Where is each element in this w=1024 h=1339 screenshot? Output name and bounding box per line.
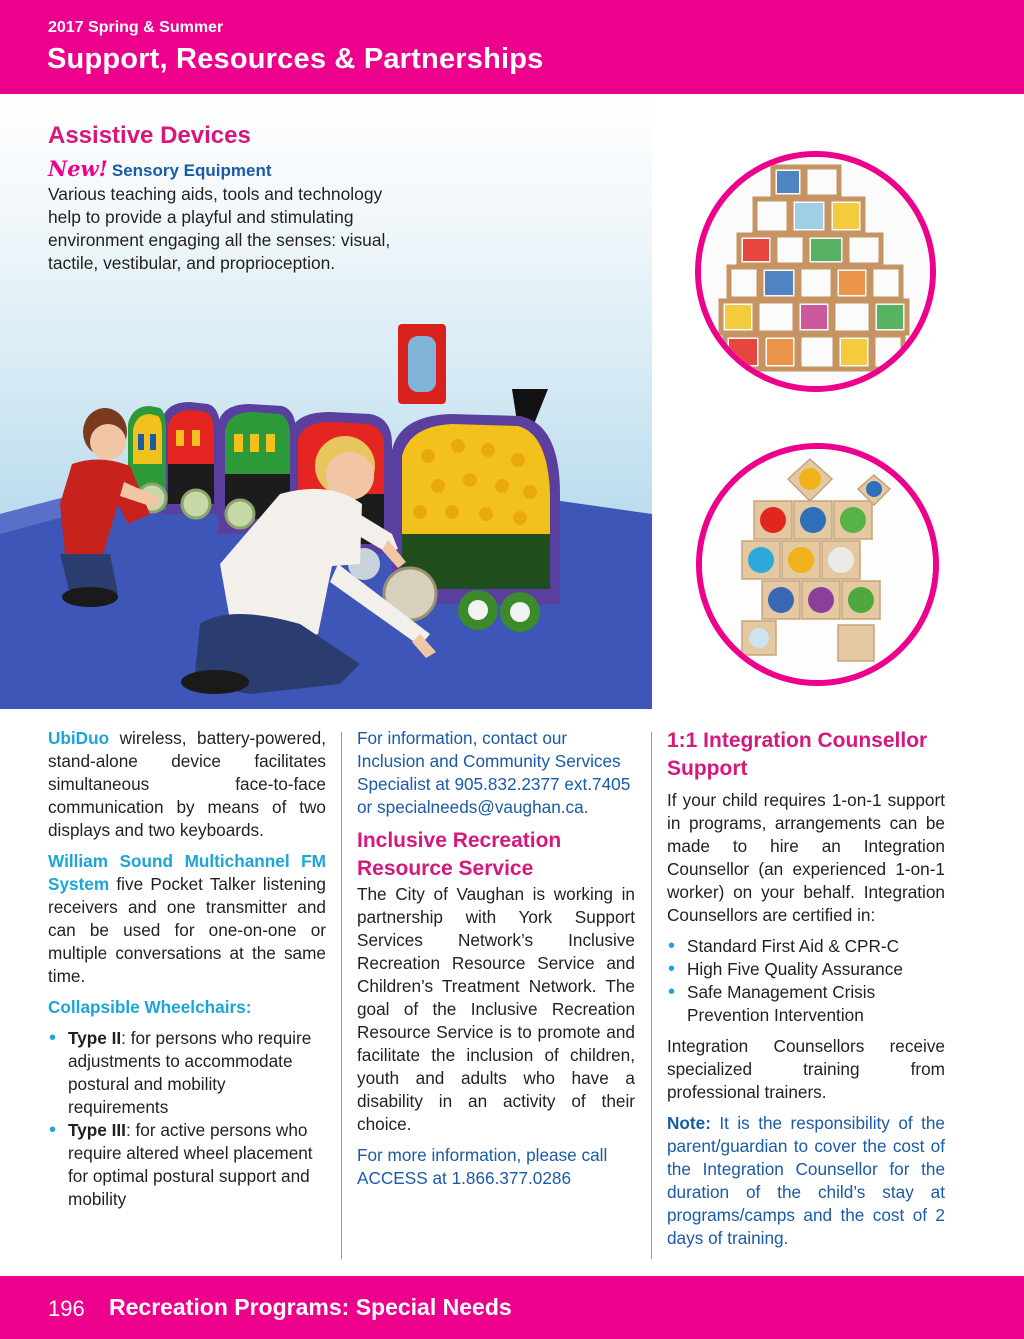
certification-list (667, 935, 945, 1027)
column-devices (48, 727, 326, 1219)
sensory-description: Various teaching aids, tools and technology help to provide a playful and stimulating environment engaging all the senses: visual, tactile, vestibular, and proprioception. (48, 184, 391, 273)
inclusive-recreation-body: The City of Vaughan is working in partnership with York Support Services Network’s Inclusive Recreation Resource Service and Children’s Treatment Network. The goal of the Inclusive Recreation Resource Service is to promote and facilitate the inclusion of children, youth and adults who have a disability in an activity of their choice. (357, 884, 635, 1134)
wheelchair-list (48, 1027, 326, 1211)
training-paragraph: Integration Counsellors receive specialized training from professional trainers. (667, 1036, 945, 1102)
season-label: 2017 Spring & Summer (48, 19, 224, 36)
section-title: Recreation Programs: Special Needs (109, 1294, 512, 1320)
cost-note (667, 1112, 945, 1250)
column-divider (341, 732, 342, 1259)
page-header (0, 0, 1024, 94)
column-divider (651, 732, 652, 1259)
new-badge: New! (48, 156, 108, 181)
ubiduo-name: UbiDuo (48, 728, 110, 748)
list-item (48, 1119, 326, 1211)
wheelchair-type-description: : for persons who require adjustments to accommodate postural and mobility requirements (68, 1028, 312, 1117)
page-footer (0, 1276, 1024, 1339)
access-info: For more information, please call ACCESS at 1.866.377.0286 (357, 1145, 608, 1188)
fm-system-name: William Sound Multichannel FM System (48, 851, 326, 894)
integration-counsellor-heading: 1:1 Integration Counsellor Support (667, 729, 928, 780)
wheelchairs-heading: Collapsible Wheelchairs: (48, 997, 252, 1017)
wheelchair-type-term: Type III (68, 1120, 126, 1140)
integration-intro: If your child requires 1-on-1 support in programs, arrangements can be made to hire an Integration Counsellor (an experienced 1-on-1 worker) on your behalf. Integration Counsellors are certified in: (667, 790, 945, 925)
ubiduo-paragraph (48, 727, 326, 842)
sensory-blocks-tower-photo (695, 151, 936, 392)
note-label: Note: (667, 1113, 711, 1133)
wheelchair-type-description: : for active persons who require altered wheel placement for optimal postural support and mobility (68, 1120, 313, 1209)
ubiduo-description: wireless, battery-powered, stand-alone device facilitates simultaneous face-to-face communication by means of two displays and two keyboards. (48, 728, 326, 840)
wheelchair-type-term: Type II (68, 1028, 122, 1048)
list-item: • Standard First Aid & CPR-C (667, 935, 945, 958)
column-integration (667, 727, 945, 1258)
page-title: Support, Resources & Partnerships (47, 43, 544, 75)
column-inclusive (357, 727, 635, 1198)
inclusive-recreation-heading: Inclusive Recreation Resource Service (357, 829, 562, 880)
page-number: 196 (48, 1296, 85, 1321)
list-item (48, 1027, 326, 1119)
note-text: It is the responsibility of the parent/guardian to cover the cost of the Integration Counsellor for the duration of the child’s stay at programs/camps and the cost of 2 days of training. (667, 1113, 945, 1248)
list-item: • High Five Quality Assurance (667, 958, 945, 981)
fm-system-paragraph (48, 850, 326, 988)
assistive-devices-heading: Assistive Devices (48, 122, 251, 149)
list-item: • Safe Management Crisis Prevention Intervention (667, 981, 945, 1027)
sensory-equipment-subheading: Sensory Equipment (111, 161, 272, 180)
fm-system-description: five Pocket Talker listening receivers and one transmitter and can be used for one-on-one or multiple conversations at the same time. (48, 874, 326, 986)
contact-info: For information, contact our Inclusion and Community Services Specialist at 905.832.2377 ext.7405 or specialneeds@vaughan.ca. (357, 728, 631, 817)
sensory-gem-blocks-photo (696, 443, 939, 686)
new-sensory-line (48, 156, 272, 181)
